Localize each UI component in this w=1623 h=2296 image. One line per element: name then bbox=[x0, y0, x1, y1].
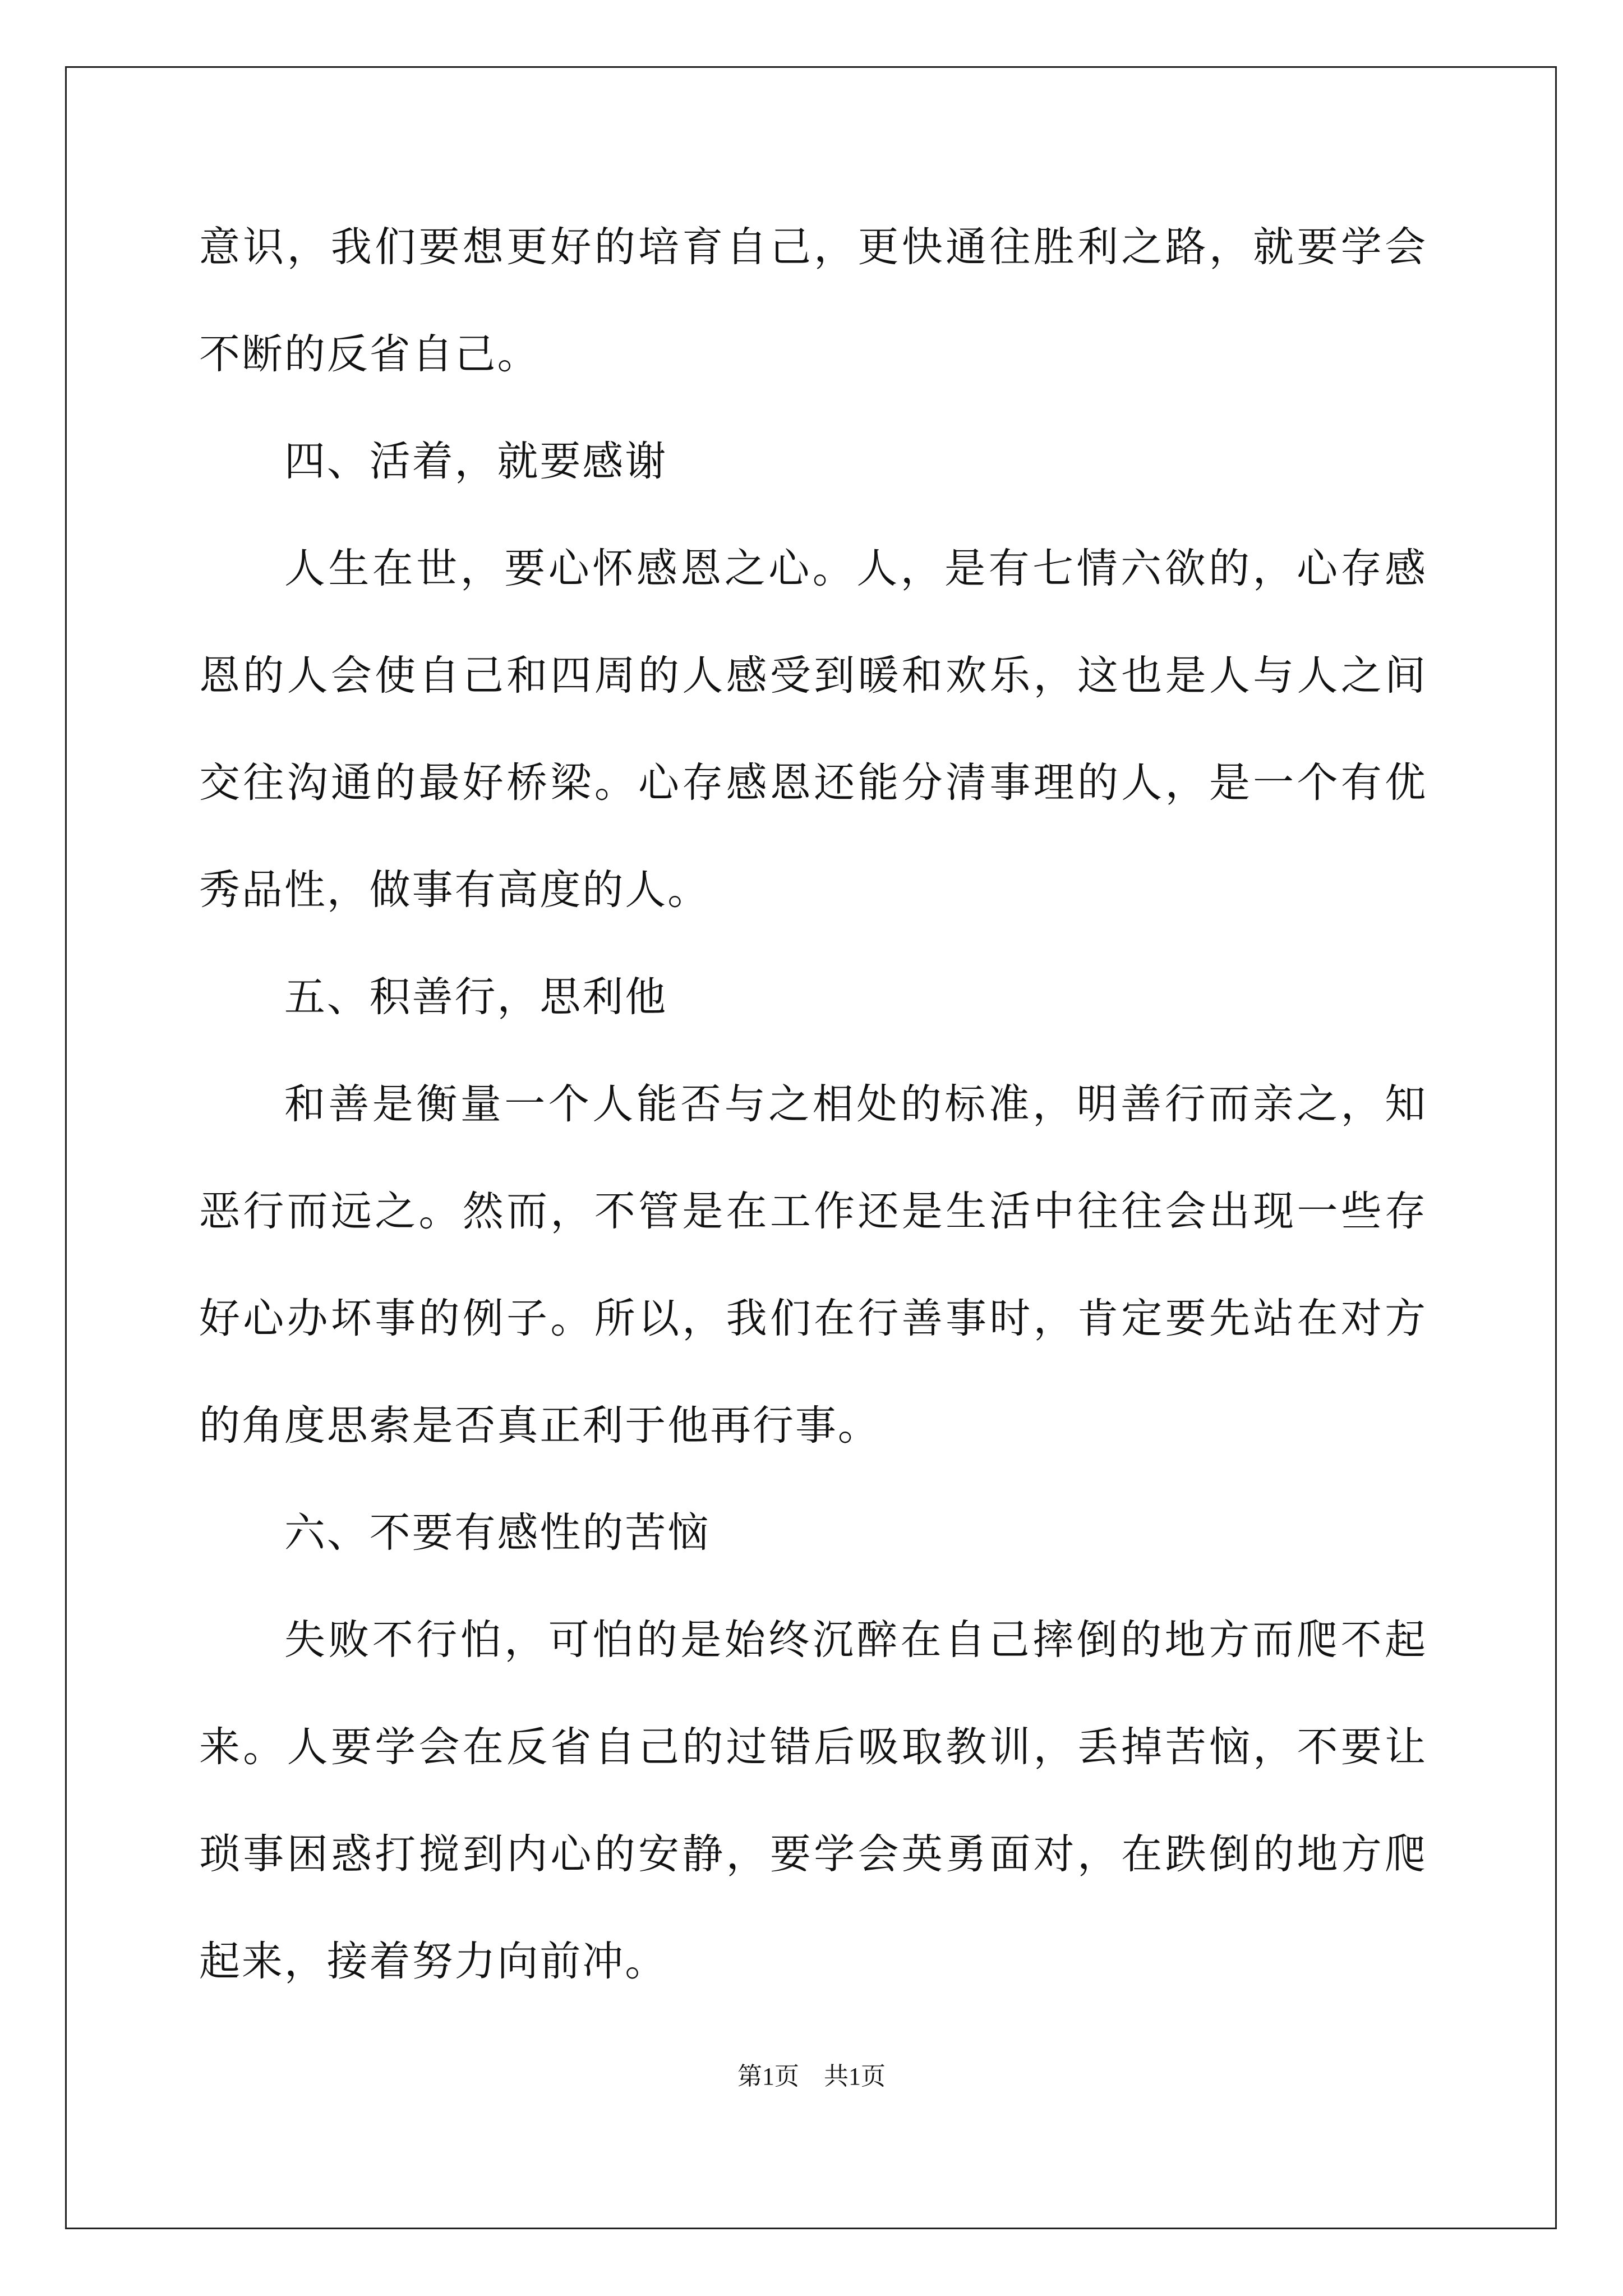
section-heading-gratitude: 四、活着，就要感谢 bbox=[284, 438, 668, 485]
page-number-footer: 第1页 共1页 bbox=[737, 2063, 886, 2090]
section-heading-kindness: 五、积善行，思利他 bbox=[284, 973, 668, 1021]
paragraph-worries: 失败不行怕，可怕的是始终沉醉在自己摔倒的地方而爬不起来。人要学会在反省自己的过错后吸取教训，丢掉苦恼，不要让琐事困惑打搅到内心的安静，要学会英勇面对，在跌倒的地方爬起来，接着努力向前冲。 bbox=[199, 1616, 1427, 1985]
paragraph-continuation: 意识，我们要想更好的培育自己，更快通往胜利之路，就要学会不断的反省自己。 bbox=[199, 223, 1427, 378]
document-body bbox=[199, 194, 1427, 2015]
paragraph-kindness: 和善是衡量一个人能否与之相处的标准，明善行而亲之，知恶行而远之。然而，不管是在工作还是生活中往往会出现一些存好心办坏事的例子。所以，我们在行善事时，肯定要先站在对方的角度思索是否真正利于他再行事。 bbox=[199, 1080, 1427, 1450]
section-heading-worries: 六、不要有感性的苦恼 bbox=[284, 1509, 711, 1557]
paragraph-gratitude: 人生在世，要心怀感恩之心。人，是有七情六欲的，心存感恩的人会使自己和四周的人感受到暖和欢乐，这也是人与人之间交往沟通的最好桥梁。心存感恩还能分清事理的人，是一个有优秀品性，做事有高度的人。 bbox=[199, 545, 1427, 914]
